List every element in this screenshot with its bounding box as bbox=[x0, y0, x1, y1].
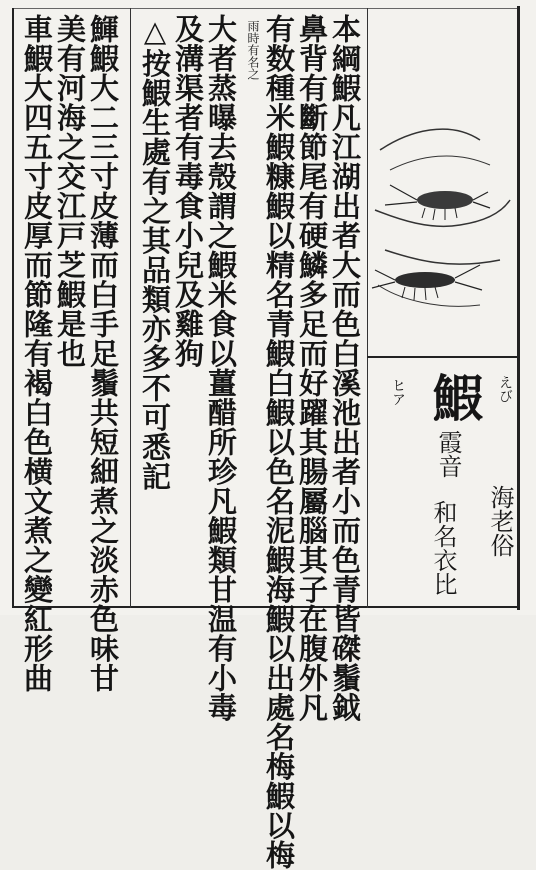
shrimp-upper-icon bbox=[385, 185, 490, 220]
reading-chinese: ヒア bbox=[390, 378, 406, 406]
column-divider bbox=[367, 8, 368, 608]
japanese-name: 和名衣比 bbox=[429, 500, 457, 596]
text-column-1: 本綱鰕凡江湖出者大而色白溪池出者小而色青皆磔鬚鉞 bbox=[328, 14, 362, 722]
section-divider bbox=[130, 8, 131, 608]
frame-left-rule bbox=[12, 8, 14, 608]
sound-note: 霞音 bbox=[434, 430, 462, 478]
reading-kana: えび bbox=[497, 375, 513, 403]
text-column-2: 鼻背有斷節尾有硬鱗多足而好躍其腸屬腦其子在腹外凡 bbox=[295, 14, 329, 722]
text-column-6: 及溝渠者有毒食小兒及雞狗 bbox=[171, 14, 205, 368]
frame-top-rule bbox=[12, 8, 518, 9]
shrimp-illustration bbox=[370, 110, 516, 340]
shrimp-lower-icon bbox=[372, 265, 482, 300]
text-column-10: 車鰕大四五寸皮厚而節隆有褐白色横文煮之變紅形曲 bbox=[20, 14, 54, 693]
text-column-9: 美有河海之交江戸芝鰕是也 bbox=[53, 14, 87, 368]
common-name: 海老俗 bbox=[486, 485, 514, 557]
header-divider bbox=[367, 356, 519, 358]
text-column-5: 大者蒸曝去殼謂之鰕米食以薑醋所珍凡鰕類甘温有小毒 bbox=[204, 14, 238, 722]
text-column-4: 雨時有名之 bbox=[246, 20, 260, 80]
entry-term: 鰕 bbox=[425, 372, 484, 422]
text-column-3: 有数種米鰕糠鰕以精名青鰕白鰕以色名泥鰕海鰕以出處名梅鰕以梅 bbox=[262, 14, 296, 870]
frame-right-rule bbox=[517, 6, 520, 610]
text-column-8: 鯶鰕大二三寸皮薄而白手足鬚共短細煮之淡赤色味甘 bbox=[86, 14, 120, 693]
text-column-7: △按鰕生處有之其品類亦多不可悉記 bbox=[138, 14, 172, 491]
